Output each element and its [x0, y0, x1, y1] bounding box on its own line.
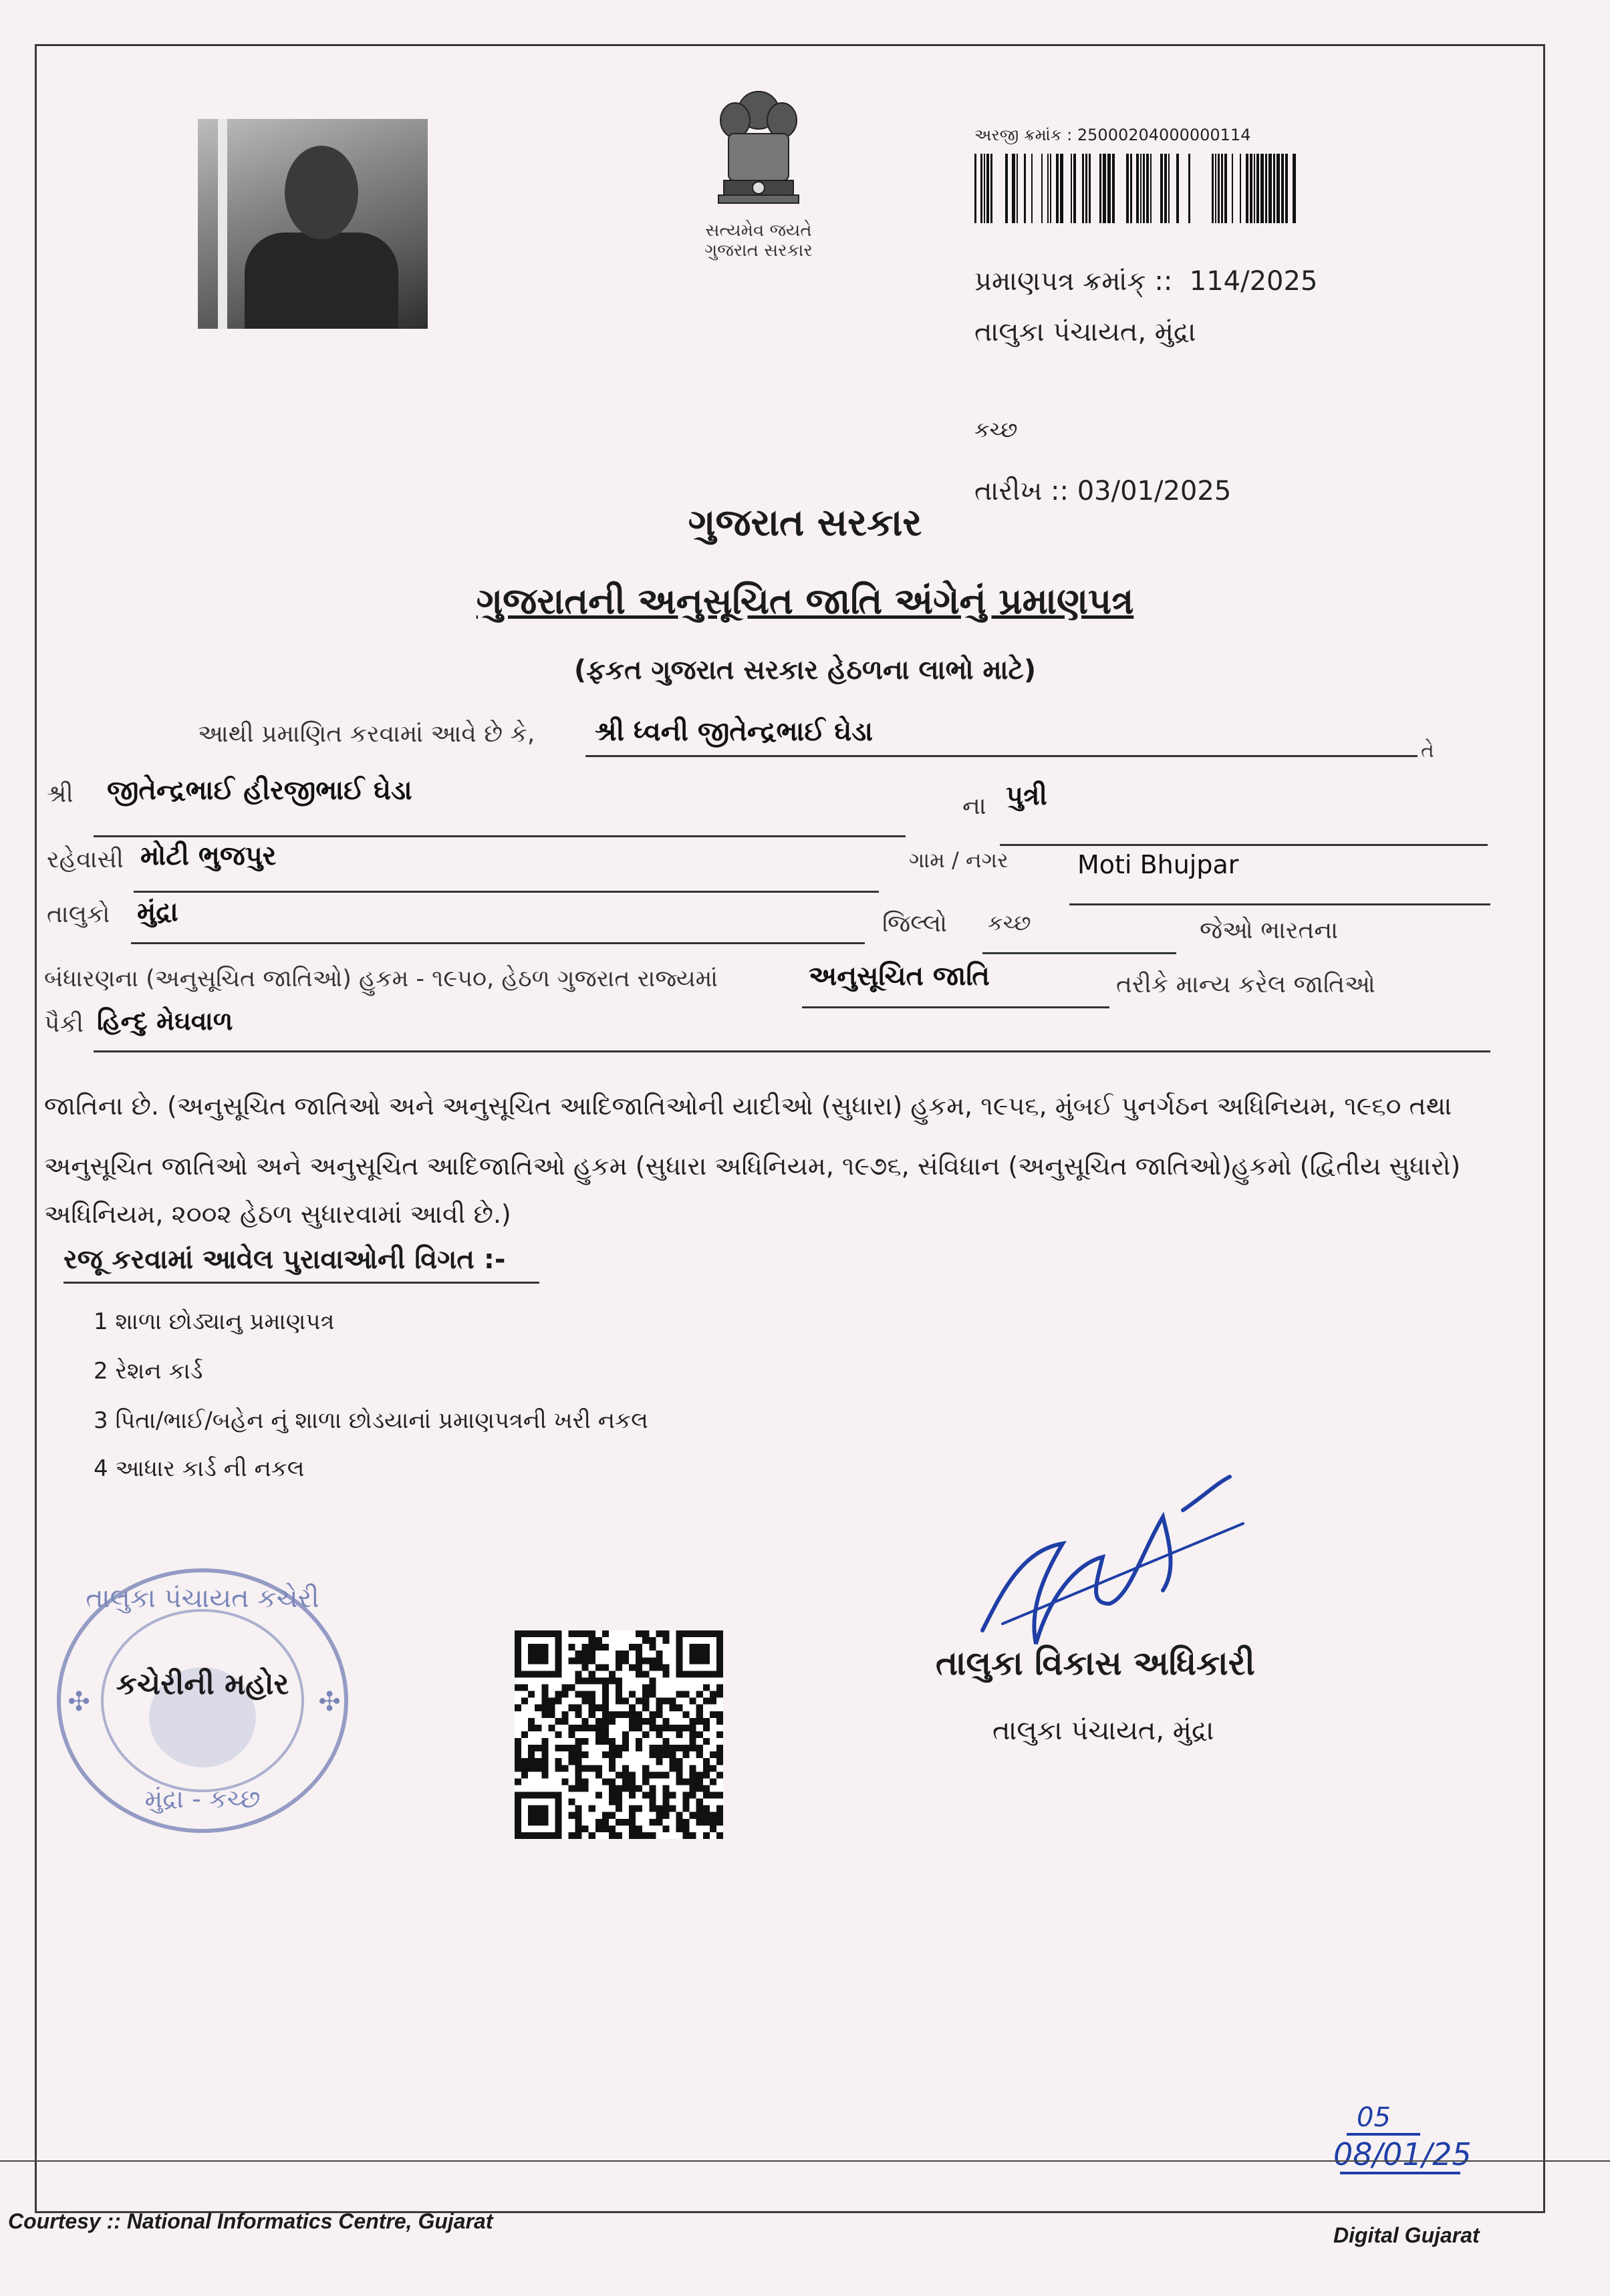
caste-line [94, 1050, 1490, 1052]
district-line [982, 952, 1176, 954]
evidence-item: 4 આધાર કાર્ડ ની નકલ [94, 1455, 305, 1482]
village-gujarati: મોટી ભુજપુર [140, 841, 277, 871]
shri-label: શ્રી [47, 780, 74, 808]
footer-divider [0, 2160, 1610, 2162]
certificate-title: ગુજરાતની અનુસૂચિત જાતિ અંગેનું પ્રમાણપત્ર [476, 580, 1134, 622]
application-number: અરજી ક્રમાંક : 25000204000000114 [974, 126, 1251, 144]
recognized-text: તરીકે માન્ય કરેલ જાતિઓ [1116, 971, 1375, 998]
resident-label: રહેવાસી [47, 846, 124, 873]
district-label: જિલ્લો [882, 910, 948, 938]
district-header: કચ્છ [974, 417, 1018, 442]
qr-code [515, 1630, 723, 1839]
taluka-value: મુંદ્રા [137, 897, 178, 927]
evidence-item: 1 શાળા છોડ્યાનુ પ્રમાણપત્ર [94, 1308, 335, 1335]
barcode [974, 154, 1299, 223]
legal-paragraph-line-2: અનુસૂચિત જાતિઓ અને અનુસૂચિત આદિજાતિઓ હુકમ (સુધારા અધિનિયમ, ૧૯૭૬, સંવિધાન (અનુસૂચિત જાતિઓ)હુકમો (દ્વિતીય સુધારો) [44, 1151, 1461, 1181]
office-seal [45, 1557, 360, 1844]
state-emblem [678, 80, 839, 287]
svg-text:✣: ✣ [318, 1687, 341, 1717]
handwritten-date-text: 08/01/25 [1333, 2136, 1472, 2172]
handwritten-date [1327, 2098, 1500, 2178]
order-text: બંધારણના (અનુસૂચિત જાતિઓ) હુકમ - ૧૯૫૦, હેઠળ ગુજરાત રાજ્યમાં [44, 966, 718, 992]
relation: પુત્રી [1006, 780, 1047, 811]
taluka-label: તાલુકો [47, 901, 110, 928]
applicant-name: શ્રી ધ્વની જીતેન્દ્રભાઈ ઘેડા [595, 716, 874, 747]
father-name-line [94, 835, 906, 837]
evidence-heading: રજૂ કરવામાં આવેલ પુરાવાઓની વિગત :- [63, 1244, 539, 1284]
applicant-photo [198, 119, 428, 329]
signatory-designation: તાલુકા વિકાસ અધિકારી [936, 1644, 1255, 1683]
evidence-item: 2 રેશન કાર્ડ [94, 1358, 203, 1385]
seal-label: કચેરીની મહોર [116, 1667, 289, 1701]
among-label: પૈકી [44, 1010, 84, 1038]
caste-value: હિન્દુ મેઘવાળ [97, 1006, 233, 1036]
issue-date: તારીખ :: 03/01/2025 [974, 476, 1232, 507]
signatory-office: તાલુકા પંચાયત, મુંદ્રા [992, 1715, 1214, 1746]
village-english-line [1069, 903, 1490, 905]
legal-paragraph-line-1: જાતિના છે. (અનુસૂચિત જાતિઓ અને અનુસૂચિત આદિજાતિઓની યાદીઓ (સુધારા) હુકમ, ૧૯૫૬, મુંબઈ પુનર્ગઠન અધિનિયમ, ૧૯૬૦ તથા [44, 1091, 1452, 1121]
district-value: કચ્છ [988, 910, 1031, 936]
village-label: ગામ / નગર [909, 847, 1009, 873]
footer-courtesy: Courtesy :: National Informatics Centre, Gujarat [8, 2209, 493, 2233]
father-name: જીતેન્દ્રભાઈ હીરજીભાઈ ઘેડા [107, 775, 412, 806]
handwritten-signature [962, 1470, 1256, 1664]
category-value: અનુસૂચિત જાતિ [809, 961, 990, 992]
category-line [802, 1006, 1109, 1008]
village-english: Moti Bhujpar [1077, 850, 1239, 879]
village-line [134, 891, 879, 893]
india-text: જેઓ ભારતના [1200, 917, 1339, 944]
taluka-line [131, 942, 865, 944]
relation-line [1000, 844, 1488, 846]
ashoka-lion-icon [705, 80, 812, 221]
seal-ring-text: તાલુકા પંચાયત કચેરી [86, 1583, 319, 1614]
footer-brand: Digital Gujarat [1333, 2223, 1480, 2247]
certificate-number: પ્રમાણપત્ર ક્રમાંક્ :: 114/2025 [974, 266, 1318, 297]
svg-text:✣: ✣ [68, 1687, 90, 1717]
government-title: ગુજરાત સરકાર [688, 501, 922, 545]
certify-prefix: આથી પ્રમાણિત કરવામાં આવે છે કે, [198, 720, 535, 748]
handwritten-day: 05 [1357, 2102, 1391, 2133]
certificate-note: (ફકત ગુજરાત સરકાર હેઠળના લાભો માટે) [573, 655, 1037, 686]
suffix-te: તે [1421, 739, 1434, 762]
evidence-item: 3 પિતા/ભાઈ/બહેન નું શાળા છોડયાનાં પ્રમાણપત્રની ખરી નકલ [94, 1407, 648, 1434]
na-label: ના [962, 793, 986, 820]
legal-paragraph-line-3: અધિનિયમ, ૨૦૦૨ હેઠળ સુધારવામાં આવી છે.) [44, 1199, 511, 1229]
emblem-motto: સત્યમેવ જયતે [705, 221, 812, 241]
issuing-office: તાલુકા પંચાયત, મુંદ્રા [974, 317, 1196, 347]
seal-bottom-text: મુંદ્રા - કચ્છ [144, 1784, 261, 1814]
emblem-caption: ગુજરાત સરકાર [704, 241, 813, 261]
applicant-name-line [585, 755, 1418, 757]
